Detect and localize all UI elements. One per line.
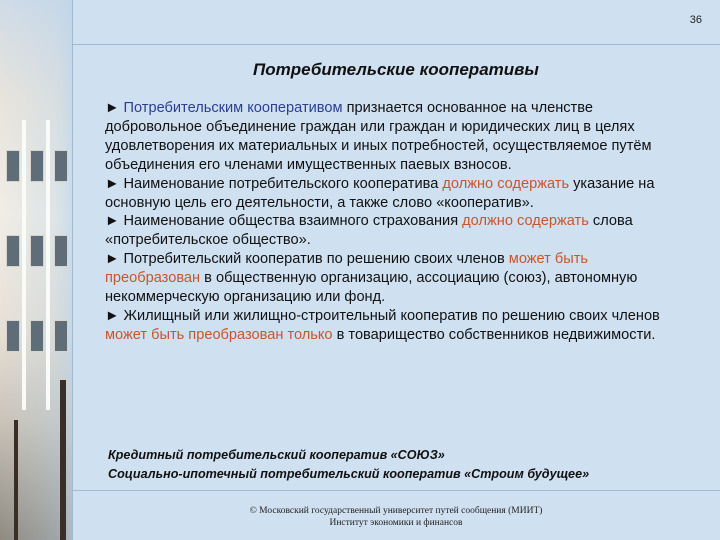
highlighted-phrase: должно содержать xyxy=(442,175,570,192)
paragraph-text: в товарищество собственников недвижимости. xyxy=(332,326,656,343)
highlighted-phrase: должно содержать xyxy=(462,213,589,230)
paragraph-text: в общественную организацию, ассоциацию (союз), автономную некоммерческую организацию или фонд. xyxy=(105,270,638,306)
defined-term: Потребительским кооперативом xyxy=(123,100,343,116)
paragraph-3 xyxy=(105,212,685,250)
highlighted-phrase: может быть преобразован только xyxy=(105,326,333,343)
footer-line-2: Институт экономики и финансов xyxy=(329,518,463,528)
paragraph-text: ► Наименование потребительского кооператива xyxy=(105,175,443,192)
paragraph-text: ► Жилищный или жилищно-строительный кооператив по решению своих членов xyxy=(105,307,660,324)
paragraph-text: ► xyxy=(105,100,124,116)
paragraph-text: слова «потребительское общество». xyxy=(105,213,633,249)
paragraph-1 xyxy=(105,99,685,175)
example-line-1: Кредитный потребительский кооператив «СОЮЗ» xyxy=(108,448,445,462)
footer-line-1: © Московский государственный университет путей сообщения (МИИТ) xyxy=(249,506,543,516)
footer-divider xyxy=(72,490,720,491)
paragraph-text: признается основанное на членстве добровольное объединение граждан или граждан и юридических лиц в целях удовлетворения их материальных и иных потребностей, осуществляемое путём объединения его членами имущественных паевых взносов. xyxy=(105,100,652,173)
paragraph-2 xyxy=(105,175,685,213)
slide-header-bar xyxy=(72,0,720,45)
examples-block xyxy=(108,446,698,484)
slide-title: Потребительские кооперативы xyxy=(253,60,539,79)
example-line-2: Социально-ипотечный потребительский кооператив «Строим будущее» xyxy=(108,467,590,481)
page-number: 36 xyxy=(689,14,702,26)
paragraph-text: указание на основную цель его деятельности, а также слово «кооператив». xyxy=(105,175,655,211)
paragraph-text: ► Потребительский кооператив по решению своих членов xyxy=(105,251,509,268)
paragraph-5 xyxy=(105,307,685,345)
paragraph-text: ► Наименование общества взаимного страхования xyxy=(105,213,463,230)
building-photo xyxy=(0,0,80,540)
highlighted-phrase: может быть преобразован xyxy=(105,251,589,287)
footer-copyright xyxy=(72,505,720,529)
slide-body xyxy=(105,99,685,345)
paragraph-4 xyxy=(105,250,685,307)
